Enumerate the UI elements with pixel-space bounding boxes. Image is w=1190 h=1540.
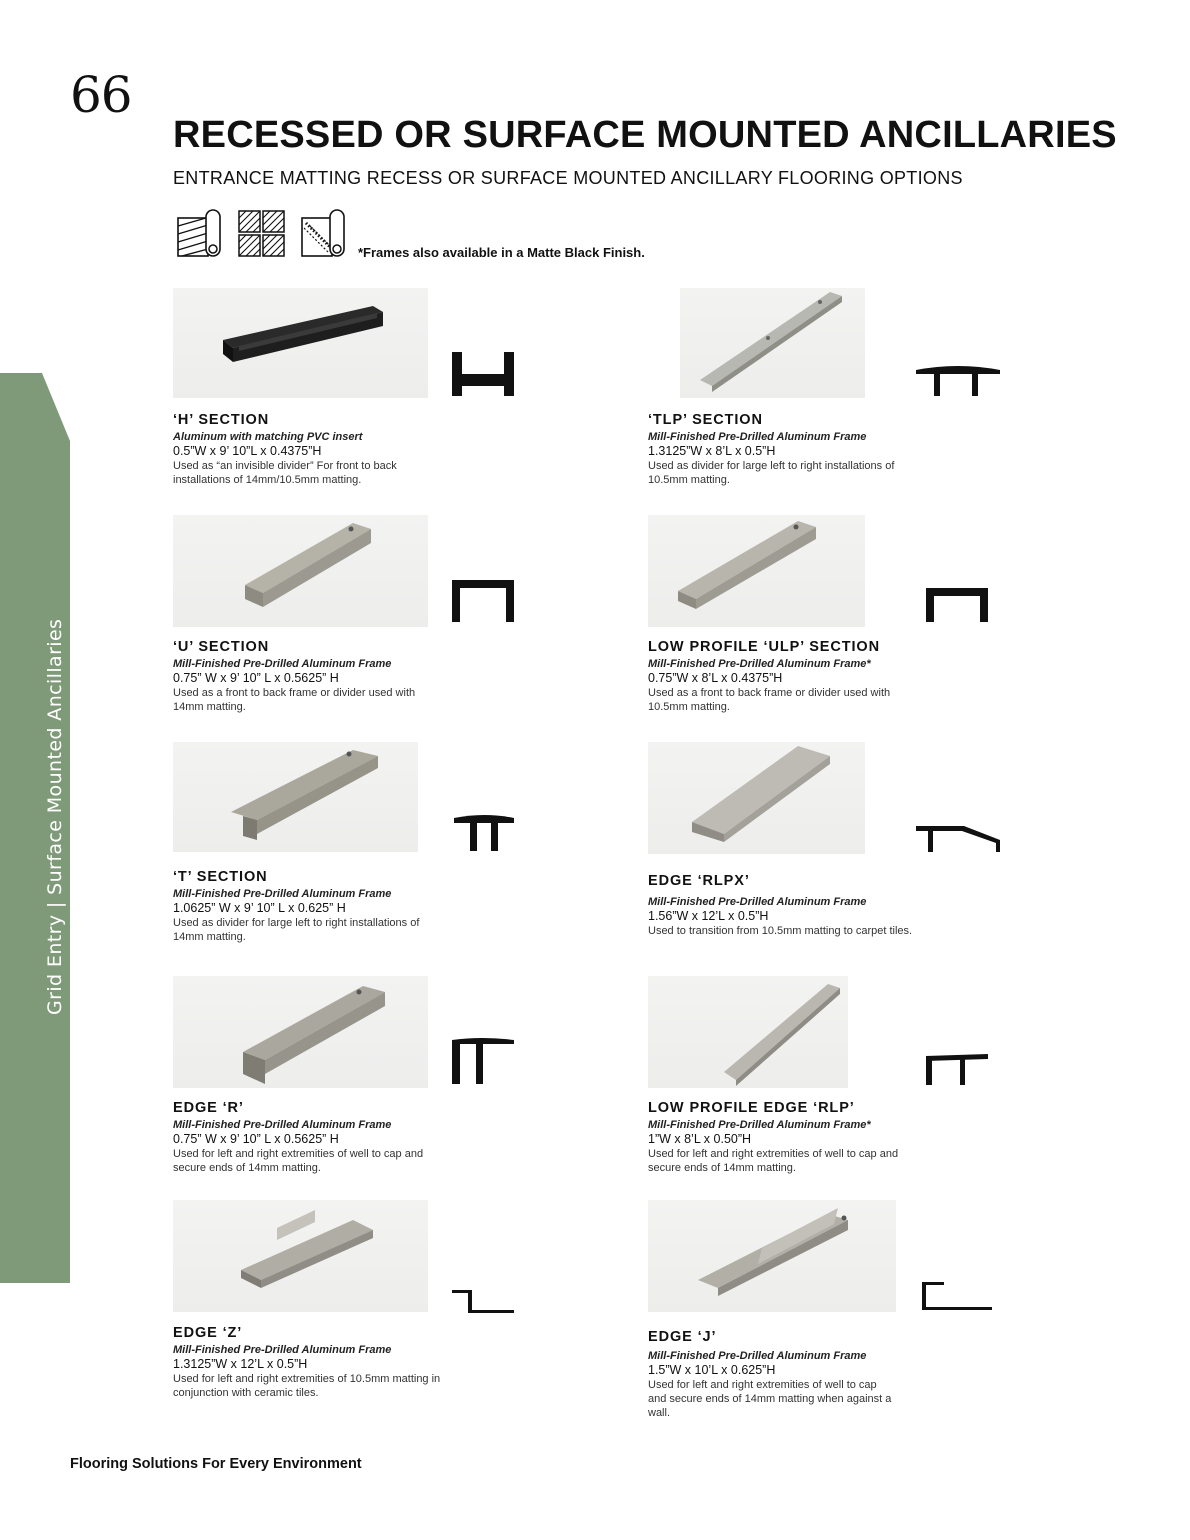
- ulp-section-photo: [648, 515, 865, 627]
- rlp-photo: [648, 976, 848, 1088]
- h-section-profile: [452, 352, 516, 398]
- rlp-profile: [926, 1052, 990, 1086]
- sidebar-label: Grid Entry | Surface Mounted Ancillaries: [44, 618, 66, 1015]
- edge-r-caption: [173, 1100, 443, 1175]
- edge-z-caption: [173, 1325, 443, 1400]
- product-dimensions: 1.0625” W x 9’ 10” L x 0.625” H: [173, 901, 346, 915]
- product-material: Aluminum with matching PVC insert: [173, 431, 363, 443]
- product-dimensions: 0.75”W x 8’L x 0.4375”H: [648, 671, 783, 685]
- product-description: Used as a front to back frame or divider used with 10.5mm matting.: [648, 687, 891, 713]
- product-name: ‘U’ SECTION: [173, 639, 270, 655]
- product-description: Used for left and right extremities of well to cap and secure ends of 14mm matting.: [648, 1148, 899, 1174]
- product-dimensions: 0.75” W x 9’ 10” L x 0.5625” H: [173, 1132, 339, 1146]
- product-material: Mill-Finished Pre-Drilled Aluminum Frame: [648, 431, 867, 443]
- product-material: Mill-Finished Pre-Drilled Aluminum Frame: [173, 888, 392, 900]
- ulp-section-profile: [926, 588, 990, 624]
- roll-brush-icon: [300, 208, 348, 258]
- edge-j-caption: [648, 1329, 918, 1420]
- product-material: Mill-Finished Pre-Drilled Aluminum Frame*: [648, 658, 871, 670]
- product-material: Mill-Finished Pre-Drilled Aluminum Frame: [648, 896, 867, 908]
- product-description: Used for left and right extremities of 10.5mm matting in conjunction with ceramic tiles.: [173, 1373, 441, 1399]
- product-description: Used as “an invisible divider” For front to back installations of 14mm/10.5mm matting.: [173, 460, 397, 486]
- product-name: LOW PROFILE EDGE ‘RLP’: [648, 1100, 855, 1116]
- u-section-caption: [173, 639, 443, 714]
- product-description: Used for left and right extremities of well to cap and secure ends of 14mm matting.: [173, 1148, 424, 1174]
- t-section-photo: [173, 742, 418, 852]
- product-dimensions: 1.5”W x 10’L x 0.625”H: [648, 1363, 776, 1377]
- product-dimensions: 0.75” W x 9’ 10” L x 0.5625” H: [173, 671, 339, 685]
- edge-z-photo: [173, 1200, 428, 1312]
- edge-j-photo: [648, 1200, 896, 1312]
- tile-grid-icon: [238, 208, 286, 258]
- page-subtitle: ENTRANCE MATTING RECESS OR SURFACE MOUNTED ANCILLARY FLOORING OPTIONS: [173, 168, 963, 188]
- tlp-section-photo: [680, 288, 865, 398]
- product-name: ‘H’ SECTION: [173, 412, 270, 428]
- finish-note: *Frames also available in a Matte Black Finish.: [358, 245, 645, 260]
- product-material: Mill-Finished Pre-Drilled Aluminum Frame: [173, 1119, 392, 1131]
- product-material: Mill-Finished Pre-Drilled Aluminum Frame*: [648, 1119, 871, 1131]
- edge-z-profile: [452, 1288, 516, 1314]
- product-description: Used as a front to back frame or divider used with 14mm matting.: [173, 687, 416, 713]
- installation-icons: [176, 208, 348, 258]
- product-name: ‘TLP’ SECTION: [648, 412, 763, 428]
- product-material: Mill-Finished Pre-Drilled Aluminum Frame: [173, 658, 392, 670]
- page-number: 66: [70, 66, 132, 124]
- product-description: Used for left and right extremities of well to cap and secure ends of 14mm matting when against a wall.: [648, 1379, 892, 1419]
- product-dimensions: 1.3125”W x 12’L x 0.5”H: [173, 1357, 308, 1371]
- u-section-profile: [452, 580, 516, 624]
- product-description: Used as divider for large left to right installations of 10.5mm matting.: [648, 460, 895, 486]
- product-description: Used to transition from 10.5mm matting to carpet tiles.: [648, 925, 913, 937]
- product-dimensions: 1”W x 8’L x 0.50”H: [648, 1132, 752, 1146]
- product-name: LOW PROFILE ‘ULP’ SECTION: [648, 639, 880, 655]
- roll-stripes-icon: [176, 208, 224, 258]
- page-title: RECESSED OR SURFACE MOUNTED ANCILLARIES: [173, 114, 1117, 156]
- product-name: ‘T’ SECTION: [173, 869, 268, 885]
- h-section-photo: [173, 288, 428, 398]
- rlpx-caption: [648, 873, 918, 938]
- edge-r-photo: [173, 976, 428, 1088]
- edge-j-profile: [922, 1282, 994, 1312]
- u-section-photo: [173, 515, 428, 627]
- page-footer: Flooring Solutions For Every Environment: [70, 1456, 362, 1472]
- rlpx-profile: [916, 824, 1000, 854]
- rlp-caption: [648, 1100, 918, 1175]
- product-dimensions: 1.3125”W x 8’L x 0.5”H: [648, 444, 776, 458]
- product-name: EDGE ‘R’: [173, 1100, 244, 1116]
- t-section-profile: [454, 812, 514, 852]
- edge-r-profile: [452, 1036, 516, 1086]
- tlp-section-caption: [648, 412, 918, 487]
- tlp-section-profile: [916, 362, 1000, 398]
- product-material: Mill-Finished Pre-Drilled Aluminum Frame: [648, 1350, 867, 1362]
- product-name: EDGE ‘J’: [648, 1329, 717, 1345]
- rlpx-photo: [648, 742, 865, 854]
- product-dimensions: 1.56”W x 12’L x 0.5”H: [648, 909, 769, 923]
- product-name: EDGE ‘Z’: [173, 1325, 243, 1341]
- product-dimensions: 0.5”W x 9’ 10”L x 0.4375”H: [173, 444, 322, 458]
- product-name: EDGE ‘RLPX’: [648, 873, 750, 889]
- ulp-section-caption: [648, 639, 918, 714]
- product-material: Mill-Finished Pre-Drilled Aluminum Frame: [173, 1344, 392, 1356]
- product-description: Used as divider for large left to right installations of 14mm matting.: [173, 917, 420, 943]
- h-section-caption: [173, 412, 443, 487]
- t-section-caption: [173, 869, 443, 944]
